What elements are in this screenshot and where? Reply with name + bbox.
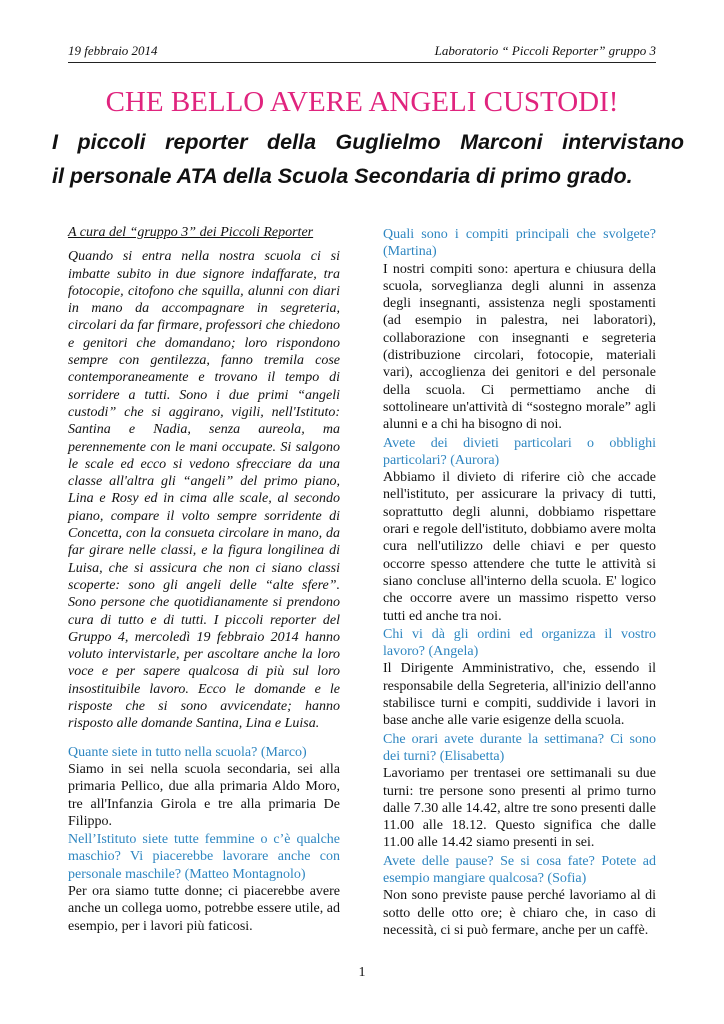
answer: Abbiamo il divieto di riferire ciò che accade nell'istituto, per assicurare la privacy di tutti, soprattutto degli alunni, dobbiamo rispettare orari e regole dell'istituto, dobbiamo avere molta cura nell'utilizzo delle chiavi e per questo occorre spesso attendere che tutte le attività si siano concluse all'interno della scuola. E' logico che occorre avere un massimo rispetto verso tutti ed anche tra noi. <box>383 470 656 624</box>
header-group-label: Laboratorio “ Piccoli Reporter” gruppo 3 <box>434 43 656 58</box>
header-divider <box>68 62 656 63</box>
page-number: 1 <box>358 965 366 980</box>
header-date: 19 febbraio 2014 <box>68 43 158 58</box>
question: Che orari avete durante la settimana? Ci sono dei turni? (Elisabetta) <box>383 731 656 764</box>
right-column <box>383 226 656 940</box>
subtitle-line-1: I piccoli reporter della Guglielmo Marconi intervistano <box>52 130 684 154</box>
question: Avete dei divieti particolari o obblighi particolari? (Aurora) <box>383 435 656 468</box>
subtitle-line-2: il personale ATA della Scuola Secondaria di primo grado. <box>52 164 633 188</box>
article-title: CHE BELLO AVERE ANGELI CUSTODI! <box>105 86 619 118</box>
question: Quante siete in tutto nella scuola? (Marco) <box>68 744 307 760</box>
byline: A cura del “gruppo 3” dei Piccoli Reporter <box>68 225 314 240</box>
question: Chi vi dà gli ordini ed organizza il vostro lavoro? (Angela) <box>383 626 656 660</box>
answer: Per ora siamo tutte donne; ci piacerebbe avere anche un collega uomo, potrebbe essere utile, ad esempio, per i lavori più faticosi. <box>68 883 340 934</box>
question: Nell’Istituto siete tutte femmine o c’è qualche maschio? Vi piacerebbe lavorare anche con personale maschile? (Matteo Montagnolo) <box>68 832 340 882</box>
answer: Il Dirigente Amministrativo, che, essendo il responsabile della Segreteria, all'inizio dell'anno stabilisce turni e compiti, suddivide i lavori in base anche alle varie esigenze della scuola. <box>383 661 656 729</box>
question: Quali sono i compiti principali che svolgete? (Martina) <box>383 227 656 260</box>
left-column <box>68 224 340 936</box>
intro-paragraph: Quando si entra nella nostra scuola ci si imbatte subito in due signore indaffarate, tra fotocopie, citofono che squilla, alunni con diari in mano da accompagnare in segreteria, circolari da far firmare, professori che chiedono e genitori che domandano; loro rispondono sempre con gentilezza, fanno tremila cose contemporaneamente e trovano il tempo di sorridere a tutti. Sono i due primi “angeli custodi” che si aggirano, vigili, nell'Istituto: Santina e Nadia, senza aureola, ma perennemente con le mani occupate. Si salgono le scale ed ecco si vedono sfrecciare da una classe all'altra gli “angeli” del primo piano, Lina e Rosy ed in cima alle scale, al secondo piano, compare il volto sempre sorridente di Concetta, con la consueta circolare in mano, da far girare nelle classi, e la figura longilinea di Luisa, che si assicura che non ci siano classi scoperte: sono gli angeli delle “alte sfere”. Sono persone che quotidianamente si prendono cura di tutto e di tutti. I piccoli reporter del Gruppo 4, mercoledì 19 febbraio 2014 hanno voluto intervistarle, per ascoltare anche la loro voce e per sapere qualcosa di più sul loro insostituibile lavoro. Ecco le domande e le risposte che si sono avvicendate; hanno risposto alle domande Santina, Lina e Luisa. <box>68 249 340 732</box>
answer: I nostri compiti sono: apertura e chiusura della scuola, sorveglianza degli alunni in assenza degli insegnanti, assistenza negli spostamenti (ad esempio in palestra, nei laboratori), collaborazione con insegnanti e segreteria (distribuzione circolari, fotocopie, materiali vari), accoglienza dei genitori e del personale della scuola. Ci permettiamo anche di sottolineare un'attività di “sostegno morale” agli alunni e a chi ha bisogno di noi. <box>383 261 656 433</box>
answer: Non sono previste pause perché lavoriamo al di sotto delle otto ore; è chiaro che, in caso di necessità, ci si può fermare, anche per un caffè. <box>383 888 656 938</box>
article-subtitle <box>52 125 684 193</box>
question: Avete delle pause? Se si cosa fate? Potete ad esempio mangiare qualcosa? (Sofia) <box>383 853 656 886</box>
answer: Lavoriamo per trentasei ore settimanali su due turni: tre persone sono presenti al primo turno dalle 7.30 alle 14.42, altre tre sono presenti dalle 11.00 alle 18.12. Questo significa che dalle 11.00 alle 14.42 siamo presenti in sei. <box>383 766 656 851</box>
answer: Siamo in sei nella scuola secondaria, sei alla primaria Pellico, due alla primaria Aldo Moro, tre all'Infanzia Girola e tre alla primaria De Filippo. <box>68 761 340 829</box>
